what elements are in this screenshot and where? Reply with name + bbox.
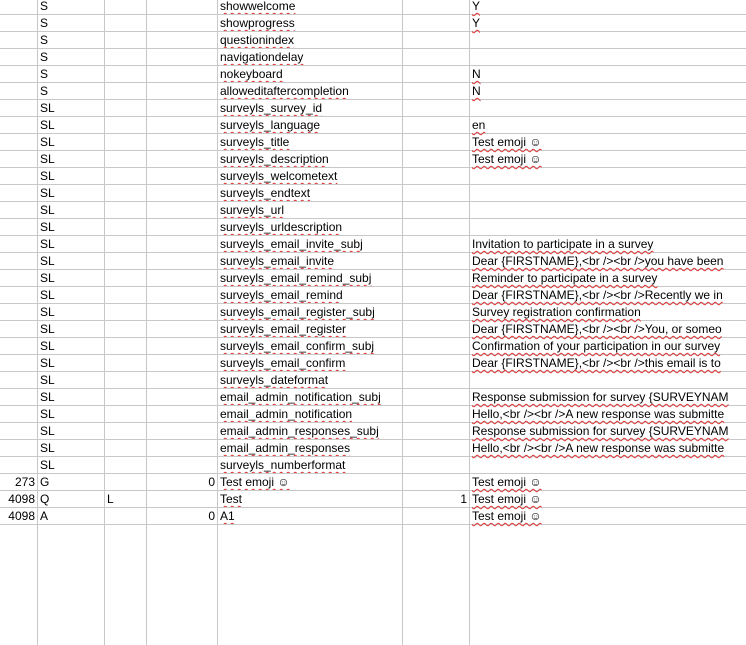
cell-col-d[interactable]: 0	[147, 508, 218, 525]
cell-col-b[interactable]: SL	[38, 202, 105, 219]
cell-col-e[interactable]: email_admin_responses_subj	[218, 423, 403, 440]
cell-col-c[interactable]	[105, 117, 147, 134]
cell-col-d[interactable]	[147, 202, 218, 219]
cell-col-g[interactable]: Y	[470, 0, 746, 15]
table-row	[0, 185, 746, 202]
cell-col-g[interactable]: en	[470, 117, 746, 134]
cell-col-b[interactable]: SL	[38, 440, 105, 457]
cell-col-b[interactable]: SL	[38, 406, 105, 423]
table-row	[0, 100, 746, 117]
table-row	[0, 491, 746, 508]
cell-col-b[interactable]: S	[38, 83, 105, 100]
cell-col-b[interactable]: SL	[38, 287, 105, 304]
cell-col-a[interactable]	[0, 100, 38, 117]
cell-col-f[interactable]	[403, 219, 470, 236]
table-row	[0, 287, 746, 304]
cell-col-e[interactable]: surveyls_email_invite_subj	[218, 236, 403, 253]
cell-col-d[interactable]	[147, 66, 218, 83]
cell-col-g[interactable]: Test emoji ☺	[470, 508, 746, 525]
cell-col-c[interactable]	[105, 202, 147, 219]
cell-col-g[interactable]	[470, 49, 746, 66]
cell-col-b[interactable]: SL	[38, 219, 105, 236]
cell-col-f[interactable]	[403, 253, 470, 270]
table-row	[0, 440, 746, 457]
cell-col-a[interactable]	[0, 457, 38, 474]
table-row	[0, 474, 746, 491]
cell-col-b[interactable]: SL	[38, 321, 105, 338]
cell-col-b[interactable]: SL	[38, 372, 105, 389]
cell-col-e[interactable]: questionindex	[218, 32, 403, 49]
cell-col-f[interactable]: 1	[403, 491, 470, 508]
cell-col-b[interactable]: G	[38, 474, 105, 491]
cell-col-d[interactable]	[147, 151, 218, 168]
empty-cell[interactable]	[38, 525, 105, 645]
cell-col-e[interactable]: surveyls_url	[218, 202, 403, 219]
cell-col-a[interactable]	[0, 338, 38, 355]
cell-col-f[interactable]	[403, 15, 470, 32]
cell-col-c[interactable]	[105, 474, 147, 491]
table-row	[0, 457, 746, 474]
cell-col-g[interactable]	[470, 457, 746, 474]
table-row	[0, 355, 746, 372]
table-row	[0, 134, 746, 151]
cell-col-f[interactable]	[403, 270, 470, 287]
cell-col-e[interactable]: email_admin_responses	[218, 440, 403, 457]
cell-col-a[interactable]	[0, 168, 38, 185]
cell-col-d[interactable]	[147, 83, 218, 100]
cell-col-e[interactable]: surveyls_title	[218, 134, 403, 151]
cell-col-d[interactable]	[147, 389, 218, 406]
cell-col-f[interactable]	[403, 134, 470, 151]
cell-col-g[interactable]	[470, 32, 746, 49]
cell-col-e[interactable]: showprogress	[218, 15, 403, 32]
cell-col-d[interactable]	[147, 355, 218, 372]
empty-cell[interactable]	[105, 525, 147, 645]
cell-col-c[interactable]	[105, 185, 147, 202]
table-row	[0, 321, 746, 338]
cell-col-f[interactable]	[403, 406, 470, 423]
cell-col-g[interactable]	[470, 219, 746, 236]
cell-col-a[interactable]	[0, 15, 38, 32]
cell-col-b[interactable]: S	[38, 32, 105, 49]
cell-col-c[interactable]	[105, 151, 147, 168]
cell-col-e[interactable]: surveyls_email_register	[218, 321, 403, 338]
cell-col-a[interactable]	[0, 287, 38, 304]
cell-col-c[interactable]	[105, 338, 147, 355]
cell-col-f[interactable]	[403, 372, 470, 389]
cell-col-a[interactable]	[0, 423, 38, 440]
cell-col-g[interactable]: Test emoji ☺	[470, 491, 746, 508]
cell-col-a[interactable]	[0, 151, 38, 168]
table-row	[0, 0, 746, 15]
empty-grid-area[interactable]	[0, 525, 746, 645]
table-row	[0, 66, 746, 83]
cell-col-a[interactable]	[0, 321, 38, 338]
cell-col-c[interactable]	[105, 49, 147, 66]
cell-col-f[interactable]	[403, 83, 470, 100]
cell-col-d[interactable]	[147, 253, 218, 270]
cell-col-c[interactable]	[105, 0, 147, 15]
cell-col-g[interactable]: Survey registration confirmation	[470, 304, 746, 321]
cell-col-g[interactable]: Test emoji ☺	[470, 151, 746, 168]
table-row	[0, 117, 746, 134]
cell-col-e[interactable]: surveyls_description	[218, 151, 403, 168]
cell-col-f[interactable]	[403, 457, 470, 474]
cell-col-f[interactable]	[403, 338, 470, 355]
cell-col-c[interactable]	[105, 32, 147, 49]
cell-col-b[interactable]: SL	[38, 304, 105, 321]
cell-col-b[interactable]: SL	[38, 236, 105, 253]
cell-col-b[interactable]: SL	[38, 423, 105, 440]
cell-col-g[interactable]: Dear {FIRSTNAME},<br /><br />You, or someo	[470, 321, 746, 338]
cell-col-g[interactable]: Reminder to participate in a survey	[470, 270, 746, 287]
cell-col-e[interactable]: showwelcome	[218, 0, 403, 15]
cell-col-d[interactable]	[147, 406, 218, 423]
table-row	[0, 168, 746, 185]
cell-col-d[interactable]	[147, 372, 218, 389]
cell-col-f[interactable]	[403, 389, 470, 406]
cell-col-g[interactable]: Hello,<br /><br />A new response was submitte	[470, 440, 746, 457]
cell-col-g[interactable]: Y	[470, 15, 746, 32]
cell-col-c[interactable]	[105, 321, 147, 338]
cell-col-b[interactable]: SL	[38, 457, 105, 474]
cell-col-g[interactable]: Hello,<br /><br />A new response was submitte	[470, 406, 746, 423]
cell-col-a[interactable]: 4098	[0, 508, 38, 525]
cell-col-a[interactable]	[0, 66, 38, 83]
cell-col-f[interactable]	[403, 0, 470, 15]
cell-col-f[interactable]	[403, 423, 470, 440]
table-row	[0, 372, 746, 389]
cell-col-d[interactable]	[147, 15, 218, 32]
cell-col-a[interactable]	[0, 253, 38, 270]
cell-col-f[interactable]	[403, 100, 470, 117]
cell-col-f[interactable]	[403, 287, 470, 304]
cell-col-d[interactable]	[147, 49, 218, 66]
cell-col-e[interactable]: surveyls_language	[218, 117, 403, 134]
table-row	[0, 202, 746, 219]
cell-col-f[interactable]	[403, 49, 470, 66]
cell-col-b[interactable]: A	[38, 508, 105, 525]
table-row	[0, 32, 746, 49]
cell-col-f[interactable]	[403, 440, 470, 457]
cell-col-d[interactable]	[147, 117, 218, 134]
cell-col-b[interactable]: SL	[38, 338, 105, 355]
table-row	[0, 423, 746, 440]
cell-col-d[interactable]	[147, 457, 218, 474]
cell-col-g[interactable]	[470, 100, 746, 117]
cell-col-a[interactable]	[0, 185, 38, 202]
empty-cell[interactable]	[403, 525, 470, 645]
cell-col-c[interactable]	[105, 355, 147, 372]
cell-col-f[interactable]	[403, 117, 470, 134]
cell-col-g[interactable]	[470, 372, 746, 389]
cell-col-a[interactable]	[0, 0, 38, 15]
cell-col-f[interactable]	[403, 185, 470, 202]
cell-col-g[interactable]	[470, 185, 746, 202]
cell-col-a[interactable]	[0, 406, 38, 423]
empty-cell[interactable]	[218, 525, 403, 645]
cell-col-d[interactable]	[147, 287, 218, 304]
cell-col-b[interactable]: Q	[38, 491, 105, 508]
cell-col-e[interactable]: surveyls_email_confirm	[218, 355, 403, 372]
cell-col-g[interactable]	[470, 202, 746, 219]
cell-col-a[interactable]	[0, 32, 38, 49]
cell-col-d[interactable]	[147, 100, 218, 117]
empty-cell[interactable]	[0, 525, 38, 645]
table-row	[0, 15, 746, 32]
cell-col-a[interactable]	[0, 83, 38, 100]
cell-col-e[interactable]: surveyls_email_invite	[218, 253, 403, 270]
cell-col-c[interactable]	[105, 389, 147, 406]
cell-col-e[interactable]: surveyls_email_confirm_subj	[218, 338, 403, 355]
table-row	[0, 338, 746, 355]
cell-col-c[interactable]	[105, 134, 147, 151]
cell-col-f[interactable]	[403, 168, 470, 185]
table-row	[0, 83, 746, 100]
cell-col-c[interactable]	[105, 236, 147, 253]
table-row	[0, 270, 746, 287]
cell-col-g[interactable]	[470, 168, 746, 185]
cell-col-e[interactable]: alloweditaftercompletion	[218, 83, 403, 100]
cell-col-e[interactable]: surveyls_email_remind_subj	[218, 270, 403, 287]
cell-col-d[interactable]	[147, 304, 218, 321]
cell-col-e[interactable]: surveyls_urldescription	[218, 219, 403, 236]
cell-col-a[interactable]	[0, 236, 38, 253]
table-row	[0, 406, 746, 423]
cell-col-g[interactable]: Invitation to participate in a survey	[470, 236, 746, 253]
cell-col-b[interactable]: SL	[38, 185, 105, 202]
cell-col-g[interactable]: Dear {FIRSTNAME},<br /><br />this email is to	[470, 355, 746, 372]
cell-col-e[interactable]: Test	[218, 491, 403, 508]
table-row	[0, 304, 746, 321]
cell-col-e[interactable]: surveyls_email_register_subj	[218, 304, 403, 321]
cell-col-e[interactable]: navigationdelay	[218, 49, 403, 66]
cell-col-a[interactable]	[0, 117, 38, 134]
cell-col-b[interactable]: S	[38, 0, 105, 15]
cell-col-e[interactable]: Test emoji ☺	[218, 474, 403, 491]
cell-col-g[interactable]: N	[470, 66, 746, 83]
cell-col-d[interactable]	[147, 270, 218, 287]
cell-col-f[interactable]	[403, 66, 470, 83]
table-row	[0, 219, 746, 236]
cell-col-d[interactable]: 0	[147, 474, 218, 491]
cell-col-f[interactable]	[403, 32, 470, 49]
cell-col-c[interactable]	[105, 508, 147, 525]
cell-col-d[interactable]	[147, 0, 218, 15]
cell-col-e[interactable]: email_admin_notification	[218, 406, 403, 423]
cell-col-c[interactable]	[105, 406, 147, 423]
cell-col-f[interactable]	[403, 355, 470, 372]
cell-col-b[interactable]: SL	[38, 253, 105, 270]
cell-col-b[interactable]: SL	[38, 100, 105, 117]
cell-col-e[interactable]: A1	[218, 508, 403, 525]
cell-col-c[interactable]	[105, 304, 147, 321]
cell-col-d[interactable]	[147, 321, 218, 338]
cell-col-g[interactable]: Response submission for survey {SURVEYNAM	[470, 423, 746, 440]
cell-col-c[interactable]	[105, 219, 147, 236]
cell-col-e[interactable]: nokeyboard	[218, 66, 403, 83]
cell-col-a[interactable]	[0, 304, 38, 321]
cell-col-e[interactable]: surveyls_survey_id	[218, 100, 403, 117]
cell-col-b[interactable]: SL	[38, 389, 105, 406]
cell-col-d[interactable]	[147, 134, 218, 151]
cell-col-c[interactable]	[105, 100, 147, 117]
cell-col-c[interactable]	[105, 15, 147, 32]
cell-col-f[interactable]	[403, 321, 470, 338]
empty-cell[interactable]	[470, 525, 746, 645]
cell-col-e[interactable]: surveyls_dateformat	[218, 372, 403, 389]
cell-col-c[interactable]: L	[105, 491, 147, 508]
cell-col-e[interactable]: surveyls_numberformat	[218, 457, 403, 474]
cell-col-b[interactable]: SL	[38, 117, 105, 134]
cell-col-a[interactable]: 4098	[0, 491, 38, 508]
cell-col-c[interactable]	[105, 83, 147, 100]
cell-col-a[interactable]	[0, 270, 38, 287]
cell-col-d[interactable]	[147, 236, 218, 253]
cell-col-a[interactable]	[0, 219, 38, 236]
table-row	[0, 236, 746, 253]
table-row	[0, 389, 746, 406]
cell-col-c[interactable]	[105, 66, 147, 83]
cell-col-d[interactable]	[147, 338, 218, 355]
empty-cell[interactable]	[147, 525, 218, 645]
cell-col-c[interactable]	[105, 168, 147, 185]
cell-col-c[interactable]	[105, 270, 147, 287]
cell-col-b[interactable]: SL	[38, 270, 105, 287]
cell-col-c[interactable]	[105, 423, 147, 440]
cell-col-f[interactable]	[403, 236, 470, 253]
cell-col-e[interactable]: surveyls_email_remind	[218, 287, 403, 304]
table-row	[0, 151, 746, 168]
cell-col-b[interactable]: S	[38, 66, 105, 83]
cell-col-d[interactable]	[147, 491, 218, 508]
cell-col-g[interactable]: Response submission for survey {SURVEYNAM	[470, 389, 746, 406]
cell-col-g[interactable]: Confirmation of your participation in our survey	[470, 338, 746, 355]
cell-col-a[interactable]	[0, 355, 38, 372]
table-row	[0, 508, 746, 525]
cell-col-f[interactable]	[403, 151, 470, 168]
cell-col-c[interactable]	[105, 287, 147, 304]
cell-col-d[interactable]	[147, 440, 218, 457]
cell-col-c[interactable]	[105, 253, 147, 270]
cell-col-a[interactable]	[0, 49, 38, 66]
cell-col-a[interactable]	[0, 134, 38, 151]
table-row	[0, 49, 746, 66]
table-row	[0, 253, 746, 270]
cell-col-d[interactable]	[147, 32, 218, 49]
cell-col-g[interactable]: Dear {FIRSTNAME},<br /><br />Recently we in	[470, 287, 746, 304]
cell-col-c[interactable]	[105, 457, 147, 474]
cell-col-g[interactable]: Test emoji ☺	[470, 474, 746, 491]
cell-col-g[interactable]: N	[470, 83, 746, 100]
cell-col-d[interactable]	[147, 423, 218, 440]
cell-col-b[interactable]: SL	[38, 134, 105, 151]
cell-col-c[interactable]	[105, 440, 147, 457]
cell-col-e[interactable]: surveyls_welcometext	[218, 168, 403, 185]
cell-col-f[interactable]	[403, 304, 470, 321]
cell-col-e[interactable]: surveyls_endtext	[218, 185, 403, 202]
cell-col-b[interactable]: SL	[38, 168, 105, 185]
cell-col-f[interactable]	[403, 202, 470, 219]
cell-col-e[interactable]: email_admin_notification_subj	[218, 389, 403, 406]
cell-col-b[interactable]: SL	[38, 151, 105, 168]
cell-col-d[interactable]	[147, 168, 218, 185]
cell-col-d[interactable]	[147, 219, 218, 236]
cell-col-a[interactable]	[0, 440, 38, 457]
cell-col-a[interactable]	[0, 372, 38, 389]
cell-col-d[interactable]	[147, 185, 218, 202]
cell-col-g[interactable]: Test emoji ☺	[470, 134, 746, 151]
cell-col-a[interactable]	[0, 202, 38, 219]
cell-col-f[interactable]	[403, 508, 470, 525]
cell-col-b[interactable]: S	[38, 49, 105, 66]
cell-col-g[interactable]: Dear {FIRSTNAME},<br /><br />you have been	[470, 253, 746, 270]
cell-col-f[interactable]	[403, 474, 470, 491]
cell-col-b[interactable]: SL	[38, 355, 105, 372]
cell-col-c[interactable]	[105, 372, 147, 389]
cell-col-b[interactable]: S	[38, 15, 105, 32]
cell-col-a[interactable]	[0, 389, 38, 406]
cell-col-a[interactable]: 273	[0, 474, 38, 491]
